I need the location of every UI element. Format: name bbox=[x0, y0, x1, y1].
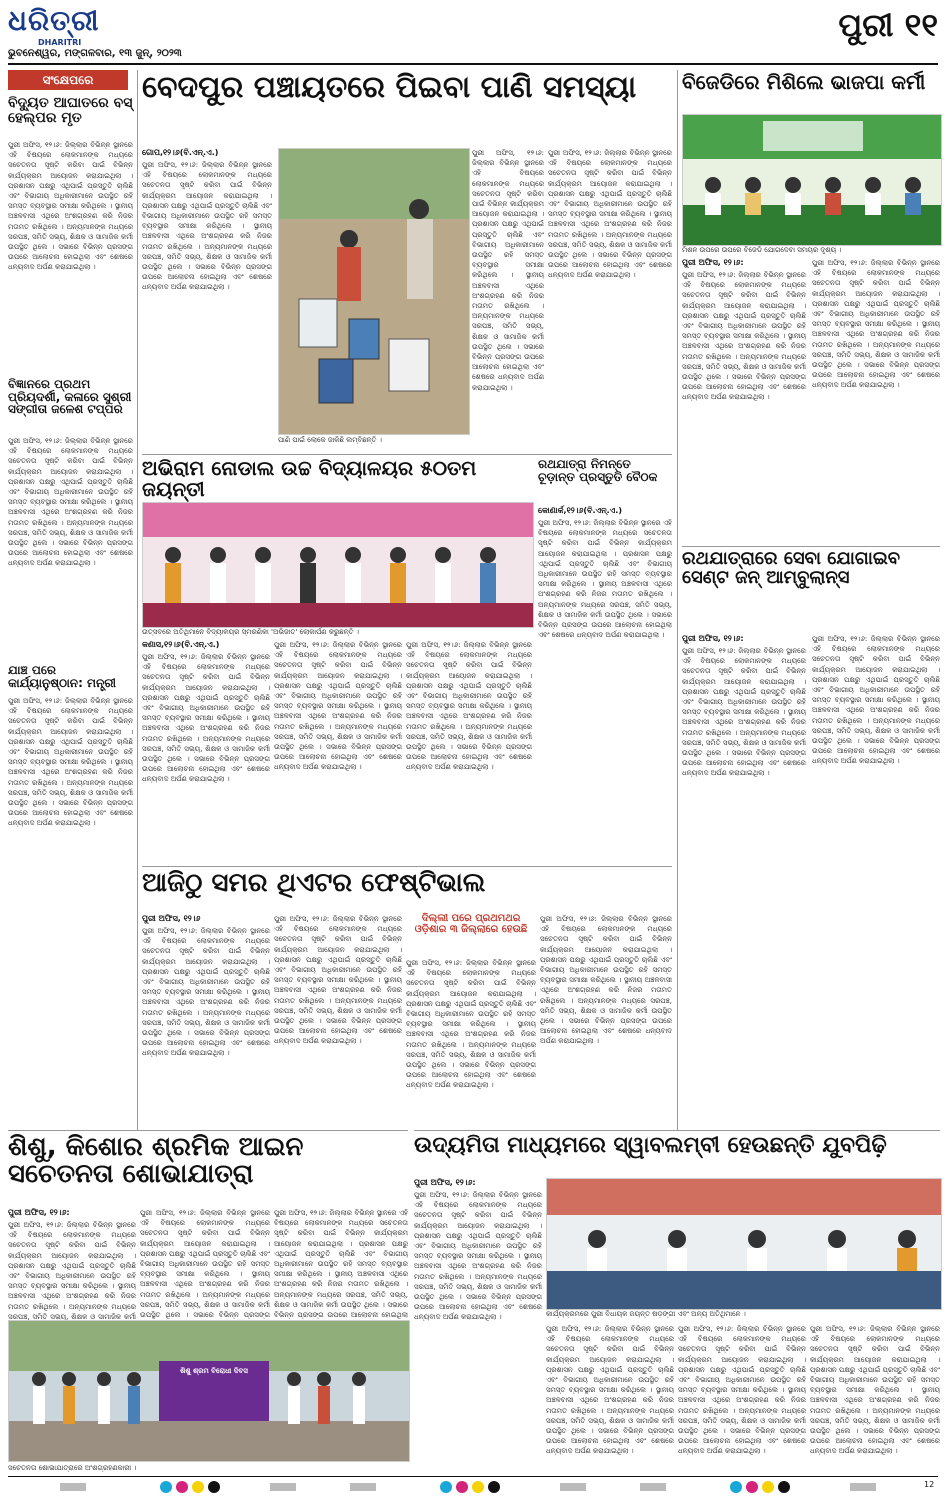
lead-photo-caption: ପାଣି ପାଇଁ ଲୋକେ ଜାକିଛି ଲମ୍ବିଛନ୍ତି । bbox=[278, 436, 382, 444]
child-photo-rally bbox=[8, 1320, 410, 1462]
yellow-dot bbox=[472, 1481, 484, 1493]
page-number: 12 bbox=[924, 1480, 935, 1489]
grey-bar bbox=[640, 1483, 666, 1491]
entre-body-col-1: ପୁରୀ ଅଫିସ, ୧୨।୬: ଜିଲ୍ଲାର ବିଭିନ୍ନ ସ୍ଥାନରେ ଏହି ବିଷୟରେ ଲୋକମାନଙ୍କ ମଧ୍ୟରେ ସଚେତନତା ସୃଷ୍ଟି କରିବା ପାଇଁ ବିଭିନ୍ନ କାର୍ଯ୍ୟକ୍ରମ ଆୟୋଜନ କରାଯାଇଥିଲା । ପ୍ରଶାସନ ପକ୍ଷରୁ ଏଥିପାଇଁ ପ୍ରସ୍ତୁତି ଚାଲିଛି ଏବଂ ବିଭାଗୀୟ ଅଧିକାରୀମାନେ ଉପସ୍ଥିତ ରହି ସମସ୍ତ ବ୍ୟବସ୍ଥାର ସମୀକ୍ଷା କରିଥିଲେ । ସ୍ଥାନୀୟ ଅଞ୍ଚଳବାସୀ ଏଥିରେ ଅଂଶଗ୍ରହଣ କରି ନିଜର ମତାମତ ରଖିଥିଲେ । ଅନ୍ୟମାନଙ୍କ ମଧ୍ୟରେ ସରପଞ୍ଚ, ସମିତି ସଭ୍ୟ, ଶିକ୍ଷକ ଓ ସାମାଜିକ କର୍ମୀ ଉପସ୍ଥିତ ଥିଲେ । ସଭାରେ ବିଭିନ୍ନ ପ୍ରସଙ୍ଗ ଉପରେ ଆଲୋଚନା ହୋଇଥିଲା ଏବଂ ଶେଷରେ ଧନ୍ୟବାଦ ଅର୍ପଣ କରାଯାଇଥିଲା । bbox=[414, 1191, 542, 1322]
lead-body-col-3: ପୁରୀ ଅଫିସ, ୧୨।୬: ଜିଲ୍ଲାର ବିଭିନ୍ନ ସ୍ଥାନରେ ଏହି ବିଷୟରେ ଲୋକମାନଙ୍କ ମଧ୍ୟରେ ସଚେତନତା ସୃଷ୍ଟି କରିବା ପାଇଁ ବିଭିନ୍ନ କାର୍ଯ୍ୟକ୍ରମ ଆୟୋଜନ କରାଯାଇଥିଲା । ପ୍ରଶାସନ ପକ୍ଷରୁ ଏଥିପାଇଁ ପ୍ରସ୍ତୁତି ଚାଲିଛି ଏବଂ ବିଭାଗୀୟ ଅଧିକାରୀମାନେ ଉପସ୍ଥିତ ରହି ସମସ୍ତ ବ୍ୟବସ୍ଥାର ସମୀକ୍ଷା କରିଥିଲେ । ସ୍ଥାନୀୟ ଅଞ୍ଚଳବାସୀ ଏଥିରେ ଅଂଶଗ୍ରହଣ କରି ନିଜର ମତାମତ ରଖିଥିଲେ । ଅନ୍ୟମାନଙ୍କ ମଧ୍ୟରେ ସରପଞ୍ଚ, ସମିତି ସଭ୍ୟ, ଶିକ୍ଷକ ଓ ସାମାଜିକ କର୍ମୀ ଉପସ୍ଥିତ ଥିଲେ । ସଭାରେ ବିଭିନ୍ନ ପ୍ରସଙ୍ଗ ଉପରେ ଆଲୋଚନା ହୋଇଥିଲା ଏବଂ ଶେଷରେ ଧନ୍ୟବାଦ ଅର୍ପଣ କରାଯାଇଥିଲା । bbox=[472, 149, 544, 392]
bjd-headline: ବିଜେଡିରେ ମିଶିଲେ ଭାଜପା କର୍ମୀ bbox=[682, 70, 926, 94]
lead-body-col-4: ପୁରୀ ଅଫିସ, ୧୨।୬: ଜିଲ୍ଲାର ବିଭିନ୍ନ ସ୍ଥାନରେ ଏହି ବିଷୟରେ ଲୋକମାନଙ୍କ ମଧ୍ୟରେ ସଚେତନତା ସୃଷ୍ଟି କରିବା ପାଇଁ ବିଭିନ୍ନ କାର୍ଯ୍ୟକ୍ରମ ଆୟୋଜନ କରାଯାଇଥିଲା । ପ୍ରଶାସନ ପକ୍ଷରୁ ଏଥିପାଇଁ ପ୍ରସ୍ତୁତି ଚାଲିଛି ଏବଂ ବିଭାଗୀୟ ଅଧିକାରୀମାନେ ଉପସ୍ଥିତ ରହି ସମସ୍ତ ବ୍ୟବସ୍ଥାର ସମୀକ୍ଷା କରିଥିଲେ । ସ୍ଥାନୀୟ ଅଞ୍ଚଳବାସୀ ଏଥିରେ ଅଂଶଗ୍ରହଣ କରି ନିଜର ମତାମତ ରଖିଥିଲେ । ଅନ୍ୟମାନଙ୍କ ମଧ୍ୟରେ ସରପଞ୍ଚ, ସମିତି ସଭ୍ୟ, ଶିକ୍ଷକ ଓ ସାମାଜିକ କର୍ମୀ ଉପସ୍ଥିତ ଥିଲେ । ସଭାରେ ବିଭିନ୍ନ ପ୍ରସଙ୍ଗ ଉପରେ ଆଲୋଚନା ହୋଇଥିଲା ଏବଂ ଶେଷରେ ଧନ୍ୟବାଦ ଅର୍ପଣ କରାଯାଇଥିଲା । bbox=[548, 149, 672, 280]
bjd-photo-caption: ମିଶନ ଉପରେ ଉପରେ ବିଜେଡି ଯୋଗଦେବା ସମୟର ଦୃଶ୍ୟ । bbox=[682, 246, 842, 254]
child-body-col-1: ପୁରୀ ଅଫିସ, ୧୨।୬: ଜିଲ୍ଲାର ବିଭିନ୍ନ ସ୍ଥାନରେ ଏହି ବିଷୟରେ ଲୋକମାନଙ୍କ ମଧ୍ୟରେ ସଚେତନତା ସୃଷ୍ଟି କରିବା ପାଇଁ ବିଭିନ୍ନ କାର୍ଯ୍ୟକ୍ରମ ଆୟୋଜନ କରାଯାଇଥିଲା । ପ୍ରଶାସନ ପକ୍ଷରୁ ଏଥିପାଇଁ ପ୍ରସ୍ତୁତି ଚାଲିଛି ଏବଂ ବିଭାଗୀୟ ଅଧିକାରୀମାନେ ଉପସ୍ଥିତ ରହି ସମସ୍ତ ବ୍ୟବସ୍ଥାର ସମୀକ୍ଷା କରିଥିଲେ । ସ୍ଥାନୀୟ ଅଞ୍ଚଳବାସୀ ଏଥିରେ ଅଂଶଗ୍ରହଣ କରି ନିଜର ମତାମତ ରଖିଥିଲେ । ଅନ୍ୟମାନଙ୍କ ମଧ୍ୟରେ ସରପଞ୍ଚ, ସମିତି ସଭ୍ୟ, ଶିକ୍ଷକ ଓ ସାମାଜିକ କର୍ମୀ bbox=[8, 1221, 136, 1321]
masthead-rule bbox=[8, 63, 938, 65]
ambulance-body-col-1: ପୁରୀ ଅଫିସ, ୧୨।୬: ଜିଲ୍ଲାର ବିଭିନ୍ନ ସ୍ଥାନରେ ଏହି ବିଷୟରେ ଲୋକମାନଙ୍କ ମଧ୍ୟରେ ସଚେତନତା ସୃଷ୍ଟି କରିବା ପାଇଁ ବିଭିନ୍ନ କାର୍ଯ୍ୟକ୍ରମ ଆୟୋଜନ କରାଯାଇଥିଲା । ପ୍ରଶାସନ ପକ୍ଷରୁ ଏଥିପାଇଁ ପ୍ରସ୍ତୁତି ଚାଲିଛି ଏବଂ ବିଭାଗୀୟ ଅଧିକାରୀମାନେ ଉପସ୍ଥିତ ରହି ସମସ୍ତ ବ୍ୟବସ୍ଥାର ସମୀକ୍ଷା କରିଥିଲେ । ସ୍ଥାନୀୟ ଅଞ୍ଚଳବାସୀ ଏଥିରେ ଅଂଶଗ୍ରହଣ କରି ନିଜର ମତାମତ ରଖିଥିଲେ । ଅନ୍ୟମାନଙ୍କ ମଧ୍ୟରେ ସରପଞ୍ଚ, ସମିତି ସଭ୍ୟ, ଶିକ୍ଷକ ଓ ସାମାଜିକ କର୍ମୀ ଉପସ୍ଥିତ ଥିଲେ । ସଭାରେ ବିଭିନ୍ନ ପ୍ରସଙ୍ଗ ଉପରେ ଆଲୋଚନା ହୋଇଥିଲା ଏବଂ ଶେଷରେ ଧନ୍ୟବାଦ ଅର୍ପଣ କରାଯାଇଥିଲା । bbox=[682, 647, 806, 778]
brief-body-1: ପୁରୀ ଅଫିସ, ୧୨।୬: ଜିଲ୍ଲାର ବିଭିନ୍ନ ସ୍ଥାନରେ ଏହି ବିଷୟରେ ଲୋକମାନଙ୍କ ମଧ୍ୟରେ ସଚେତନତା ସୃଷ୍ଟି କରିବା ପାଇଁ ବିଭିନ୍ନ କାର୍ଯ୍ୟକ୍ରମ ଆୟୋଜନ କରାଯାଇଥିଲା । ପ୍ରଶାସନ ପକ୍ଷରୁ ଏଥିପାଇଁ ପ୍ରସ୍ତୁତି ଚାଲିଛି ଏବଂ ବିଭାଗୀୟ ଅଧିକାରୀମାନେ ଉପସ୍ଥିତ ରହି ସମସ୍ତ ବ୍ୟବସ୍ଥାର ସମୀକ୍ଷା କରିଥିଲେ । ସ୍ଥାନୀୟ ଅଞ୍ଚଳବାସୀ ଏଥିରେ ଅଂଶଗ୍ରହଣ କରି ନିଜର ମତାମତ ରଖିଥିଲେ । ଅନ୍ୟମାନଙ୍କ ମଧ୍ୟରେ ସରପଞ୍ଚ, ସମିତି ସଭ୍ୟ, ଶିକ୍ଷକ ଓ ସାମାଜିକ କର୍ମୀ ଉପସ୍ଥିତ ଥିଲେ । ସଭାରେ ବିଭିନ୍ନ ପ୍ରସଙ୍ଗ ଉପରେ ଆଲୋଚନା ହୋଇଥିଲା ଏବଂ ଶେଷରେ ଧନ୍ୟବାଦ ଅର୍ପଣ କରାଯାଇଥିଲା । bbox=[8, 141, 133, 272]
entre-body-col-3: ପୁରୀ ଅଫିସ, ୧୨।୬: ଜିଲ୍ଲାର ବିଭିନ୍ନ ସ୍ଥାନରେ ଏହି ବିଷୟରେ ଲୋକମାନଙ୍କ ମଧ୍ୟରେ ସଚେତନତା ସୃଷ୍ଟି କରିବା ପାଇଁ ବିଭିନ୍ନ କାର୍ଯ୍ୟକ୍ରମ ଆୟୋଜନ କରାଯାଇଥିଲା । ପ୍ରଶାସନ ପକ୍ଷରୁ ଏଥିପାଇଁ ପ୍ରସ୍ତୁତି ଚାଲିଛି ଏବଂ ବିଭାଗୀୟ ଅଧିକାରୀମାନେ ଉପସ୍ଥିତ ରହି ସମସ୍ତ ବ୍ୟବସ୍ଥାର ସମୀକ୍ଷା କରିଥିଲେ । ସ୍ଥାନୀୟ ଅଞ୍ଚଳବାସୀ ଏଥିରେ ଅଂଶଗ୍ରହଣ କରି ନିଜର ମତାମତ ରଖିଥିଲେ । ଅନ୍ୟମାନଙ୍କ ମଧ୍ୟରେ ସରପଞ୍ଚ, ସମିତି ସଭ୍ୟ, ଶିକ୍ଷକ ଓ ସାମାଜିକ କର୍ମୀ ଉପସ୍ଥିତ ଥିଲେ । ସଭାରେ ବିଭିନ୍ନ ପ୍ରସଙ୍ଗ ଉପରେ ଆଲୋଚନା ହୋଇଥିଲା ଏବଂ ଶେଷରେ ଧନ୍ୟବାଦ ଅର୍ପଣ କରାଯାଇଥିଲା । bbox=[678, 1325, 806, 1456]
grey-bar bbox=[270, 1483, 296, 1491]
lead-photo-water-queue bbox=[278, 148, 470, 435]
section-rule bbox=[142, 454, 672, 455]
black-dot bbox=[778, 1481, 790, 1493]
school-dateline: କଣାସ,୧୨।୬(ବି.ଏନ୍.ଏ.) bbox=[142, 640, 220, 649]
brief-body-3: ପୁରୀ ଅଫିସ, ୧୨।୬: ଜିଲ୍ଲାର ବିଭିନ୍ନ ସ୍ଥାନରେ ଏହି ବିଷୟରେ ଲୋକମାନଙ୍କ ମଧ୍ୟରେ ସଚେତନତା ସୃଷ୍ଟି କରିବା ପାଇଁ ବିଭିନ୍ନ କାର୍ଯ୍ୟକ୍ରମ ଆୟୋଜନ କରାଯାଇଥିଲା । ପ୍ରଶାସନ ପକ୍ଷରୁ ଏଥିପାଇଁ ପ୍ରସ୍ତୁତି ଚାଲିଛି ଏବଂ ବିଭାଗୀୟ ଅଧିକାରୀମାନେ ଉପସ୍ଥିତ ରହି ସମସ୍ତ ବ୍ୟବସ୍ଥାର ସମୀକ୍ଷା କରିଥିଲେ । ସ୍ଥାନୀୟ ଅଞ୍ଚଳବାସୀ ଏଥିରେ ଅଂଶଗ୍ରହଣ କରି ନିଜର ମତାମତ ରଖିଥିଲେ । ଅନ୍ୟମାନଙ୍କ ମଧ୍ୟରେ ସରପଞ୍ଚ, ସମିତି ସଭ୍ୟ, ଶିକ୍ଷକ ଓ ସାମାଜିକ କର୍ମୀ ଉପସ୍ଥିତ ଥିଲେ । ସଭାରେ ବିଭିନ୍ନ ପ୍ରସଙ୍ଗ ଉପରେ ଆଲୋଚନା ହୋଇଥିଲା ଏବଂ ଶେଷରେ ଧନ୍ୟବାଦ ଅର୍ପଣ କରାଯାଇଥିଲା । bbox=[8, 697, 133, 828]
black-dot bbox=[488, 1481, 500, 1493]
ambulance-headline: ରଥଯାତ୍ରାରେ ସେବା ଯୋଗାଇବ ସେଣ୍ଟ ଜନ୍ ଆମ୍ବୁଲାନ୍ସ bbox=[682, 548, 901, 588]
yellow-dot bbox=[192, 1481, 204, 1493]
black-dot bbox=[208, 1481, 220, 1493]
lead-body-col-1: ପୁରୀ ଅଫିସ, ୧୨।୬: ଜିଲ୍ଲାର ବିଭିନ୍ନ ସ୍ଥାନରେ ଏହି ବିଷୟରେ ଲୋକମାନଙ୍କ ମଧ୍ୟରେ ସଚେତନତା ସୃଷ୍ଟି କରିବା ପାଇଁ ବିଭିନ୍ନ କାର୍ଯ୍ୟକ୍ରମ ଆୟୋଜନ କରାଯାଇଥିଲା । ପ୍ରଶାସନ ପକ୍ଷରୁ ଏଥିପାଇଁ ପ୍ରସ୍ତୁତି ଚାଲିଛି ଏବଂ ବିଭାଗୀୟ ଅଧିକାରୀମାନେ ଉପସ୍ଥିତ ରହି ସମସ୍ତ ବ୍ୟବସ୍ଥାର ସମୀକ୍ଷା କରିଥିଲେ । ସ୍ଥାନୀୟ ଅଞ୍ଚଳବାସୀ ଏଥିରେ ଅଂଶଗ୍ରହଣ କରି ନିଜର ମତାମତ ରଖିଥିଲେ । ଅନ୍ୟମାନଙ୍କ ମଧ୍ୟରେ ସରପଞ୍ଚ, ସମିତି ସଭ୍ୟ, ଶିକ୍ଷକ ଓ ସାମାଜିକ କର୍ମୀ ଉପସ୍ଥିତ ଥିଲେ । ସଭାରେ ବିଭିନ୍ନ ପ୍ରସଙ୍ଗ ଉପରେ ଆଲୋଚନା ହୋଇଥିଲା ଏବଂ ଶେଷରେ ଧନ୍ୟବାଦ ଅର୍ପଣ କରାଯାଇଥିଲା । bbox=[142, 161, 272, 292]
rath-headline: ରଥଯାତ୍ରା ନିମନ୍ତେ ଚୂଡ଼ାନ୍ତ ପ୍ରସ୍ତୁତି ବୈଠକ bbox=[538, 457, 658, 484]
child-body-col-3: ପୁରୀ ଅଫିସ, ୧୨।୬: ଜିଲ୍ଲାର ବିଭିନ୍ନ ସ୍ଥାନରେ ଏହି ବିଷୟରେ ଲୋକମାନଙ୍କ ମଧ୍ୟରେ ସଚେତନତା ସୃଷ୍ଟି କରିବା ପାଇଁ ବିଭିନ୍ନ କାର୍ଯ୍ୟକ୍ରମ ଆୟୋଜନ କରାଯାଇଥିଲା । ପ୍ରଶାସନ ପକ୍ଷରୁ ଏଥିପାଇଁ ପ୍ରସ୍ତୁତି ଚାଲିଛି ଏବଂ ବିଭାଗୀୟ ଅଧିକାରୀମାନେ ଉପସ୍ଥିତ ରହି ସମସ୍ତ ବ୍ୟବସ୍ଥାର ସମୀକ୍ଷା କରିଥିଲେ । ସ୍ଥାନୀୟ ଅଞ୍ଚଳବାସୀ ଏଥିରେ ଅଂଶଗ୍ରହଣ କରି ନିଜର ମତାମତ ରଖିଥିଲେ । ଅନ୍ୟମାନଙ୍କ ମଧ୍ୟରେ ସରପଞ୍ଚ, ସମିତି ସଭ୍ୟ, ଶିକ୍ଷକ ଓ ସାମାଜିକ କର୍ମୀ ଉପସ୍ଥିତ ଥିଲେ । ସଭାରେ ବିଭିନ୍ନ ପ୍ରସଙ୍ଗ ଉପରେ ଆଲୋଚନା ହୋଇଥିଲା bbox=[274, 1209, 408, 1320]
column-divider bbox=[137, 70, 138, 1130]
grey-bar bbox=[350, 1483, 376, 1491]
theatre-body-col-1: ପୁରୀ ଅଫିସ, ୧୨।୬: ଜିଲ୍ଲାର ବିଭିନ୍ନ ସ୍ଥାନରେ ଏହି ବିଷୟରେ ଲୋକମାନଙ୍କ ମଧ୍ୟରେ ସଚେତନତା ସୃଷ୍ଟି କରିବା ପାଇଁ ବିଭିନ୍ନ କାର୍ଯ୍ୟକ୍ରମ ଆୟୋଜନ କରାଯାଇଥିଲା । ପ୍ରଶାସନ ପକ୍ଷରୁ ଏଥିପାଇଁ ପ୍ରସ୍ତୁତି ଚାଲିଛି ଏବଂ ବିଭାଗୀୟ ଅଧିକାରୀମାନେ ଉପସ୍ଥିତ ରହି ସମସ୍ତ ବ୍ୟବସ୍ଥାର ସମୀକ୍ଷା କରିଥିଲେ । ସ୍ଥାନୀୟ ଅଞ୍ଚଳବାସୀ ଏଥିରେ ଅଂଶଗ୍ରହଣ କରି ନିଜର ମତାମତ ରଖିଥିଲେ । ଅନ୍ୟମାନଙ୍କ ମଧ୍ୟରେ ସରପଞ୍ଚ, ସମିତି ସଭ୍ୟ, ଶିକ୍ଷକ ଓ ସାମାଜିକ କର୍ମୀ ଉପସ୍ଥିତ ଥିଲେ । ସଭାରେ ବିଭିନ୍ନ ପ୍ରସଙ୍ଗ ଉପରେ ଆଲୋଚନା ହୋଇଥିଲା ଏବଂ ଶେଷରେ ଧନ୍ୟବାଦ ଅର୍ପଣ କରାଯାଇଥିଲା । bbox=[142, 927, 270, 1058]
bjd-body-col-2: ପୁରୀ ଅଫିସ, ୧୨।୬: ଜିଲ୍ଲାର ବିଭିନ୍ନ ସ୍ଥାନରେ ଏହି ବିଷୟରେ ଲୋକମାନଙ୍କ ମଧ୍ୟରେ ସଚେତନତା ସୃଷ୍ଟି କରିବା ପାଇଁ ବିଭିନ୍ନ କାର୍ଯ୍ୟକ୍ରମ ଆୟୋଜନ କରାଯାଇଥିଲା । ପ୍ରଶାସନ ପକ୍ଷରୁ ଏଥିପାଇଁ ପ୍ରସ୍ତୁତି ଚାଲିଛି ଏବଂ ବିଭାଗୀୟ ଅଧିକାରୀମାନେ ଉପସ୍ଥିତ ରହି ସମସ୍ତ ବ୍ୟବସ୍ଥାର ସମୀକ୍ଷା କରିଥିଲେ । ସ୍ଥାନୀୟ ଅଞ୍ଚଳବାସୀ ଏଥିରେ ଅଂଶଗ୍ରହଣ କରି ନିଜର ମତାମତ ରଖିଥିଲେ । ଅନ୍ୟମାନଙ୍କ ମଧ୍ୟରେ ସରପଞ୍ଚ, ସମିତି ସଭ୍ୟ, ଶିକ୍ଷକ ଓ ସାମାଜିକ କର୍ମୀ ଉପସ୍ଥିତ ଥିଲେ । ସଭାରେ ବିଭିନ୍ନ ପ୍ରସଙ୍ଗ ଉପରେ ଆଲୋଚନା ହୋଇଥିଲା ଏବଂ ଶେଷରେ ଧନ୍ୟବାଦ ଅର୍ପଣ କରାଯାଇଥିଲା । bbox=[812, 259, 940, 390]
grey-bar bbox=[560, 1483, 586, 1491]
column-divider bbox=[677, 70, 678, 1130]
magenta-dot bbox=[456, 1481, 468, 1493]
child-photo-caption: ସଚେତନତା ଶୋଭାଯାତ୍ରାରେ ଅଂଶଗ୍ରହଣକାରୀ । bbox=[8, 1464, 137, 1472]
entre-body-col-2: ପୁରୀ ଅଫିସ, ୧୨।୬: ଜିଲ୍ଲାର ବିଭିନ୍ନ ସ୍ଥାନରେ ଏହି ବିଷୟରେ ଲୋକମାନଙ୍କ ମଧ୍ୟରେ ସଚେତନତା ସୃଷ୍ଟି କରିବା ପାଇଁ ବିଭିନ୍ନ କାର୍ଯ୍ୟକ୍ରମ ଆୟୋଜନ କରାଯାଇଥିଲା । ପ୍ରଶାସନ ପକ୍ଷରୁ ଏଥିପାଇଁ ପ୍ରସ୍ତୁତି ଚାଲିଛି ଏବଂ ବିଭାଗୀୟ ଅଧିକାରୀମାନେ ଉପସ୍ଥିତ ରହି ସମସ୍ତ ବ୍ୟବସ୍ଥାର ସମୀକ୍ଷା କରିଥିଲେ । ସ୍ଥାନୀୟ ଅଞ୍ଚଳବାସୀ ଏଥିରେ ଅଂଶଗ୍ରହଣ କରି ନିଜର ମତାମତ ରଖିଥିଲେ । ଅନ୍ୟମାନଙ୍କ ମଧ୍ୟରେ ସରପଞ୍ଚ, ସମିତି ସଭ୍ୟ, ଶିକ୍ଷକ ଓ ସାମାଜିକ କର୍ମୀ ଉପସ୍ଥିତ ଥିଲେ । ସଭାରେ ବିଭିନ୍ନ ପ୍ରସଙ୍ଗ ଉପରେ ଆଲୋଚନା ହୋଇଥିଲା ଏବଂ ଶେଷରେ ଧନ୍ୟବାଦ ଅର୍ପଣ କରାଯାଇଥିଲା । bbox=[546, 1325, 674, 1456]
entre-headline: ଉଦ୍ୟମିତା ମାଧ୍ୟମରେ ସ୍ୱାବଲମ୍ବୀ ହେଉଛନ୍ତି ଯୁବପିଢ଼ି bbox=[414, 1133, 887, 1158]
newspaper-logo bbox=[8, 4, 128, 48]
section-rule bbox=[142, 866, 672, 867]
child-headline: ଶିଶୁ, କିଶୋର ଶ୍ରମିକ ଆଇନ ସଚେତନତା ଶୋଭାଯାତ୍ରା bbox=[8, 1132, 304, 1190]
theatre-subhead: ଦିଲ୍ଲୀ ପରେ ପ୍ରଥମଥର ଓଡ଼ିଶାର ୩ ଜିଲ୍ଲାରେ ହେଉଛି bbox=[414, 913, 528, 935]
grey-bar bbox=[850, 1483, 876, 1491]
theatre-body-col-3: ପୁରୀ ଅଫିସ, ୧୨।୬: ଜିଲ୍ଲାର ବିଭିନ୍ନ ସ୍ଥାନରେ ଏହି ବିଷୟରେ ଲୋକମାନଙ୍କ ମଧ୍ୟରେ ସଚେତନତା ସୃଷ୍ଟି କରିବା ପାଇଁ ବିଭିନ୍ନ କାର୍ଯ୍ୟକ୍ରମ ଆୟୋଜନ କରାଯାଇଥିଲା । ପ୍ରଶାସନ ପକ୍ଷରୁ ଏଥିପାଇଁ ପ୍ରସ୍ତୁତି ଚାଲିଛି ଏବଂ ବିଭାଗୀୟ ଅଧିକାରୀମାନେ ଉପସ୍ଥିତ ରହି ସମସ୍ତ ବ୍ୟବସ୍ଥାର ସମୀକ୍ଷା କରିଥିଲେ । ସ୍ଥାନୀୟ ଅଞ୍ଚଳବାସୀ ଏଥିରେ ଅଂଶଗ୍ରହଣ କରି ନିଜର ମତାମତ ରଖିଥିଲେ । ଅନ୍ୟମାନଙ୍କ ମଧ୍ୟରେ ସରପଞ୍ଚ, ସମିତି ସଭ୍ୟ, ଶିକ୍ଷକ ଓ ସାମାଜିକ କର୍ମୀ ଉପସ୍ଥିତ ଥିଲେ । ସଭାରେ ବିଭିନ୍ନ ପ୍ରସଙ୍ଗ ଉପରେ ଆଲୋଚନା ହୋଇଥିଲା ଏବଂ ଶେଷରେ ଧନ୍ୟବାଦ ଅର୍ପଣ କରାଯାଇଥିଲା । bbox=[406, 959, 536, 1090]
cyan-dot bbox=[160, 1481, 172, 1493]
bjd-dateline: ପୁରୀ ଅଫିସ, ୧୨।୬: bbox=[682, 258, 744, 267]
brief-headline-1: ବିଦ୍ୟୁତ ଆଘାତରେ ବସ୍ ହେଲ୍ପର ମୃତ bbox=[8, 95, 133, 126]
school-body-col-1: ପୁରୀ ଅଫିସ, ୧୨।୬: ଜିଲ୍ଲାର ବିଭିନ୍ନ ସ୍ଥାନରେ ଏହି ବିଷୟରେ ଲୋକମାନଙ୍କ ମଧ୍ୟରେ ସଚେତନତା ସୃଷ୍ଟି କରିବା ପାଇଁ ବିଭିନ୍ନ କାର୍ଯ୍ୟକ୍ରମ ଆୟୋଜନ କରାଯାଇଥିଲା । ପ୍ରଶାସନ ପକ୍ଷରୁ ଏଥିପାଇଁ ପ୍ରସ୍ତୁତି ଚାଲିଛି ଏବଂ ବିଭାଗୀୟ ଅଧିକାରୀମାନେ ଉପସ୍ଥିତ ରହି ସମସ୍ତ ବ୍ୟବସ୍ଥାର ସମୀକ୍ଷା କରିଥିଲେ । ସ୍ଥାନୀୟ ଅଞ୍ଚଳବାସୀ ଏଥିରେ ଅଂଶଗ୍ରହଣ କରି ନିଜର ମତାମତ ରଖିଥିଲେ । ଅନ୍ୟମାନଙ୍କ ମଧ୍ୟରେ ସରପଞ୍ଚ, ସମିତି ସଭ୍ୟ, ଶିକ୍ଷକ ଓ ସାମାଜିକ କର୍ମୀ ଉପସ୍ଥିତ ଥିଲେ । ସଭାରେ ବିଭିନ୍ନ ପ୍ରସଙ୍ଗ ଉପରେ ଆଲୋଚନା ହୋଇଥିଲା ଏବଂ ଶେଷରେ ଧନ୍ୟବାଦ ଅର୍ପଣ କରାଯାଇଥିଲା । bbox=[142, 653, 270, 784]
section-rule bbox=[8, 1130, 408, 1131]
cyan-dot bbox=[730, 1481, 742, 1493]
magenta-dot bbox=[176, 1481, 188, 1493]
footer-rule bbox=[8, 1476, 938, 1477]
ambulance-body-col-2: ପୁରୀ ଅଫିସ, ୧୨।୬: ଜିଲ୍ଲାର ବିଭିନ୍ନ ସ୍ଥାନରେ ଏହି ବିଷୟରେ ଲୋକମାନଙ୍କ ମଧ୍ୟରେ ସଚେତନତା ସୃଷ୍ଟି କରିବା ପାଇଁ ବିଭିନ୍ନ କାର୍ଯ୍ୟକ୍ରମ ଆୟୋଜନ କରାଯାଇଥିଲା । ପ୍ରଶାସନ ପକ୍ଷରୁ ଏଥିପାଇଁ ପ୍ରସ୍ତୁତି ଚାଲିଛି ଏବଂ ବିଭାଗୀୟ ଅଧିକାରୀମାନେ ଉପସ୍ଥିତ ରହି ସମସ୍ତ ବ୍ୟବସ୍ଥାର ସମୀକ୍ଷା କରିଥିଲେ । ସ୍ଥାନୀୟ ଅଞ୍ଚଳବାସୀ ଏଥିରେ ଅଂଶଗ୍ରହଣ କରି ନିଜର ମତାମତ ରଖିଥିଲେ । ଅନ୍ୟମାନଙ୍କ ମଧ୍ୟରେ ସରପଞ୍ଚ, ସମିତି ସଭ୍ୟ, ଶିକ୍ଷକ ଓ ସାମାଜିକ କର୍ମୀ ଉପସ୍ଥିତ ଥିଲେ । ସଭାରେ ବିଭିନ୍ନ ପ୍ରସଙ୍ଗ ଉପରେ ଆଲୋଚନା ହୋଇଥିଲା ଏବଂ ଶେଷରେ ଧନ୍ୟବାଦ ଅର୍ପଣ କରାଯାଇଥିଲା । bbox=[812, 635, 940, 766]
grey-bar bbox=[60, 1483, 86, 1491]
section-rule bbox=[682, 546, 940, 547]
yellow-dot bbox=[762, 1481, 774, 1493]
dateline: ଭୁବନେଶ୍ୱର, ମଙ୍ଗଳବାର, ୧୩ ଜୁନ୍, ୨୦୨୩ bbox=[8, 48, 182, 59]
child-body-col-2: ପୁରୀ ଅଫିସ, ୧୨।୬: ଜିଲ୍ଲାର ବିଭିନ୍ନ ସ୍ଥାନରେ ଏହି ବିଷୟରେ ଲୋକମାନଙ୍କ ମଧ୍ୟରେ ସଚେତନତା ସୃଷ୍ଟି କରିବା ପାଇଁ ବିଭିନ୍ନ କାର୍ଯ୍ୟକ୍ରମ ଆୟୋଜନ କରାଯାଇଥିଲା । ପ୍ରଶାସନ ପକ୍ଷରୁ ଏଥିପାଇଁ ପ୍ରସ୍ତୁତି ଚାଲିଛି ଏବଂ ବିଭାଗୀୟ ଅଧିକାରୀମାନେ ଉପସ୍ଥିତ ରହି ସମସ୍ତ ବ୍ୟବସ୍ଥାର ସମୀକ୍ଷା କରିଥିଲେ । ସ୍ଥାନୀୟ ଅଞ୍ଚଳବାସୀ ଏଥିରେ ଅଂଶଗ୍ରହଣ କରି ନିଜର ମତାମତ ରଖିଥିଲେ । ଅନ୍ୟମାନଙ୍କ ମଧ୍ୟରେ ସରପଞ୍ଚ, ସମିତି ସଭ୍ୟ, ଶିକ୍ଷକ ଓ ସାମାଜିକ କର୍ମୀ ଉପସ୍ଥିତ ଥିଲେ । ସଭାରେ ବିଭିନ୍ନ ପ୍ରସଙ୍ଗ bbox=[140, 1209, 270, 1320]
rath-body: ପୁରୀ ଅଫିସ, ୧୨।୬: ଜିଲ୍ଲାର ବିଭିନ୍ନ ସ୍ଥାନରେ ଏହି ବିଷୟରେ ଲୋକମାନଙ୍କ ମଧ୍ୟରେ ସଚେତନତା ସୃଷ୍ଟି କରିବା ପାଇଁ ବିଭିନ୍ନ କାର୍ଯ୍ୟକ୍ରମ ଆୟୋଜନ କରାଯାଇଥିଲା । ପ୍ରଶାସନ ପକ୍ଷରୁ ଏଥିପାଇଁ ପ୍ରସ୍ତୁତି ଚାଲିଛି ଏବଂ ବିଭାଗୀୟ ଅଧିକାରୀମାନେ ଉପସ୍ଥିତ ରହି ସମସ୍ତ ବ୍ୟବସ୍ଥାର ସମୀକ୍ଷା କରିଥିଲେ । ସ୍ଥାନୀୟ ଅଞ୍ଚଳବାସୀ ଏଥିରେ ଅଂଶଗ୍ରହଣ କରି ନିଜର ମତାମତ ରଖିଥିଲେ । ଅନ୍ୟମାନଙ୍କ ମଧ୍ୟରେ ସରପଞ୍ଚ, ସମିତି ସଭ୍ୟ, ଶିକ୍ଷକ ଓ ସାମାଜିକ କର୍ମୀ ଉପସ୍ଥିତ ଥିଲେ । ସଭାରେ ବିଭିନ୍ନ ପ୍ରସଙ୍ଗ ଉପରେ ଆଲୋଚନା ହୋଇଥିଲା ଏବଂ ଶେଷରେ ଧନ୍ୟବାଦ ଅର୍ପଣ କରାଯାଇଥିଲା । bbox=[538, 519, 672, 640]
school-headline: ଅଭିରାମ ନୋଡାଲ ଉଚ୍ଚ ବିଦ୍ୟାଳୟର ୫୦ତମ ଜୟନ୍ତୀ bbox=[142, 456, 477, 501]
entre-photo-dais bbox=[546, 1178, 942, 1310]
child-dateline: ପୁରୀ ଅଫିସ, ୧୨।୬: bbox=[8, 1208, 70, 1217]
magenta-dot bbox=[746, 1481, 758, 1493]
brief-headline-3: ଯାଞ୍ଚ ପରେ କାର୍ଯ୍ୟାନୁଷ୍ଠାନ: ମନ୍ତ୍ରୀ bbox=[8, 663, 117, 690]
rath-dateline: କୋଣାର୍କ,୧୨।୬(ବି.ଏନ୍.ଏ.) bbox=[538, 506, 622, 515]
logo-subtext: DHARITRI bbox=[38, 38, 82, 47]
logo-text: ଧରିତ୍ରୀ bbox=[8, 4, 100, 37]
school-body-col-2: ପୁରୀ ଅଫିସ, ୧୨।୬: ଜିଲ୍ଲାର ବିଭିନ୍ନ ସ୍ଥାନରେ ଏହି ବିଷୟରେ ଲୋକମାନଙ୍କ ମଧ୍ୟରେ ସଚେତନତା ସୃଷ୍ଟି କରିବା ପାଇଁ ବିଭିନ୍ନ କାର୍ଯ୍ୟକ୍ରମ ଆୟୋଜନ କରାଯାଇଥିଲା । ପ୍ରଶାସନ ପକ୍ଷରୁ ଏଥିପାଇଁ ପ୍ରସ୍ତୁତି ଚାଲିଛି ଏବଂ ବିଭାଗୀୟ ଅଧିକାରୀମାନେ ଉପସ୍ଥିତ ରହି ସମସ୍ତ ବ୍ୟବସ୍ଥାର ସମୀକ୍ଷା କରିଥିଲେ । ସ୍ଥାନୀୟ ଅଞ୍ଚଳବାସୀ ଏଥିରେ ଅଂଶଗ୍ରହଣ କରି ନିଜର ମତାମତ ରଖିଥିଲେ । ଅନ୍ୟମାନଙ୍କ ମଧ୍ୟରେ ସରପଞ୍ଚ, ସମିତି ସଭ୍ୟ, ଶିକ୍ଷକ ଓ ସାମାଜିକ କର୍ମୀ ଉପସ୍ଥିତ ଥିଲେ । ସଭାରେ ବିଭିନ୍ନ ପ୍ରସଙ୍ଗ ଉପରେ ଆଲୋଚନା ହୋଇଥିଲା ଏବଂ ଶେଷରେ ଧନ୍ୟବାଦ ଅର୍ପଣ କରାଯାଇଥିଲା । bbox=[274, 641, 402, 772]
theatre-body-col-2: ପୁରୀ ଅଫିସ, ୧୨।୬: ଜିଲ୍ଲାର ବିଭିନ୍ନ ସ୍ଥାନରେ ଏହି ବିଷୟରେ ଲୋକମାନଙ୍କ ମଧ୍ୟରେ ସଚେତନତା ସୃଷ୍ଟି କରିବା ପାଇଁ ବିଭିନ୍ନ କାର୍ଯ୍ୟକ୍ରମ ଆୟୋଜନ କରାଯାଇଥିଲା । ପ୍ରଶାସନ ପକ୍ଷରୁ ଏଥିପାଇଁ ପ୍ରସ୍ତୁତି ଚାଲିଛି ଏବଂ ବିଭାଗୀୟ ଅଧିକାରୀମାନେ ଉପସ୍ଥିତ ରହି ସମସ୍ତ ବ୍ୟବସ୍ଥାର ସମୀକ୍ଷା କରିଥିଲେ । ସ୍ଥାନୀୟ ଅଞ୍ଚଳବାସୀ ଏଥିରେ ଅଂଶଗ୍ରହଣ କରି ନିଜର ମତାମତ ରଖିଥିଲେ । ଅନ୍ୟମାନଙ୍କ ମଧ୍ୟରେ ସରପଞ୍ଚ, ସମିତି ସଭ୍ୟ, ଶିକ୍ଷକ ଓ ସାମାଜିକ କର୍ମୀ ଉପସ୍ଥିତ ଥିଲେ । ସଭାରେ ବିଭିନ୍ନ ପ୍ରସଙ୍ଗ ଉପରେ ଆଲୋଚନା ହୋଇଥିଲା ଏବଂ ଶେଷରେ ଧନ୍ୟବାଦ ଅର୍ପଣ କରାଯାଇଥିଲା । bbox=[274, 915, 402, 1046]
school-photo-caption: ଉତ୍ସବରେ ଅତିଥିମାନେ ବିଦ୍ୟାଳୟର ସ୍ମରଣିକା 'ଅଭିଜାତ' ଲୋକାର୍ପଣ କରୁଛନ୍ତି । bbox=[142, 628, 359, 636]
bjd-body-col-1: ପୁରୀ ଅଫିସ, ୧୨।୬: ଜିଲ୍ଲାର ବିଭିନ୍ନ ସ୍ଥାନରେ ଏହି ବିଷୟରେ ଲୋକମାନଙ୍କ ମଧ୍ୟରେ ସଚେତନତା ସୃଷ୍ଟି କରିବା ପାଇଁ ବିଭିନ୍ନ କାର୍ଯ୍ୟକ୍ରମ ଆୟୋଜନ କରାଯାଇଥିଲା । ପ୍ରଶାସନ ପକ୍ଷରୁ ଏଥିପାଇଁ ପ୍ରସ୍ତୁତି ଚାଲିଛି ଏବଂ ବିଭାଗୀୟ ଅଧିକାରୀମାନେ ଉପସ୍ଥିତ ରହି ସମସ୍ତ ବ୍ୟବସ୍ଥାର ସମୀକ୍ଷା କରିଥିଲେ । ସ୍ଥାନୀୟ ଅଞ୍ଚଳବାସୀ ଏଥିରେ ଅଂଶଗ୍ରହଣ କରି ନିଜର ମତାମତ ରଖିଥିଲେ । ଅନ୍ୟମାନଙ୍କ ମଧ୍ୟରେ ସରପଞ୍ଚ, ସମିତି ସଭ୍ୟ, ଶିକ୍ଷକ ଓ ସାମାଜିକ କର୍ମୀ ଉପସ୍ଥିତ ଥିଲେ । ସଭାରେ ବିଭିନ୍ନ ପ୍ରସଙ୍ଗ ଉପରେ ଆଲୋଚନା ହୋଇଥିଲା ଏବଂ ଶେଷରେ ଧନ୍ୟବାଦ ଅର୍ପଣ କରାଯାଇଥିଲା । bbox=[682, 271, 806, 402]
brief-body-2: ପୁରୀ ଅଫିସ, ୧୨।୬: ଜିଲ୍ଲାର ବିଭିନ୍ନ ସ୍ଥାନରେ ଏହି ବିଷୟରେ ଲୋକମାନଙ୍କ ମଧ୍ୟରେ ସଚେତନତା ସୃଷ୍ଟି କରିବା ପାଇଁ ବିଭିନ୍ନ କାର୍ଯ୍ୟକ୍ରମ ଆୟୋଜନ କରାଯାଇଥିଲା । ପ୍ରଶାସନ ପକ୍ଷରୁ ଏଥିପାଇଁ ପ୍ରସ୍ତୁତି ଚାଲିଛି ଏବଂ ବିଭାଗୀୟ ଅଧିକାରୀମାନେ ଉପସ୍ଥିତ ରହି ସମସ୍ତ ବ୍ୟବସ୍ଥାର ସମୀକ୍ଷା କରିଥିଲେ । ସ୍ଥାନୀୟ ଅଞ୍ଚଳବାସୀ ଏଥିରେ ଅଂଶଗ୍ରହଣ କରି ନିଜର ମତାମତ ରଖିଥିଲେ । ଅନ୍ୟମାନଙ୍କ ମଧ୍ୟରେ ସରପଞ୍ଚ, ସମିତି ସଭ୍ୟ, ଶିକ୍ଷକ ଓ ସାମାଜିକ କର୍ମୀ ଉପସ୍ଥିତ ଥିଲେ । ସଭାରେ ବିଭିନ୍ନ ପ୍ରସଙ୍ଗ ଉପରେ ଆଲୋଚନା ହୋଇଥିଲା ଏବଂ ଶେଷରେ ଧନ୍ୟବାଦ ଅର୍ପଣ କରାଯାଇଥିଲା । bbox=[8, 437, 133, 568]
ambulance-dateline: ପୁରୀ ଅଫିସ, ୧୨।୬: bbox=[682, 634, 744, 643]
print-registration-strip bbox=[0, 1480, 945, 1494]
lead-dateline: ଗୋପ,୧୨।୬(ବି.ଏନ୍.ଏ.) bbox=[142, 148, 219, 157]
school-body-col-3: ପୁରୀ ଅଫିସ, ୧୨।୬: ଜିଲ୍ଲାର ବିଭିନ୍ନ ସ୍ଥାନରେ ଏହି ବିଷୟରେ ଲୋକମାନଙ୍କ ମଧ୍ୟରେ ସଚେତନତା ସୃଷ୍ଟି କରିବା ପାଇଁ ବିଭିନ୍ନ କାର୍ଯ୍ୟକ୍ରମ ଆୟୋଜନ କରାଯାଇଥିଲା । ପ୍ରଶାସନ ପକ୍ଷରୁ ଏଥିପାଇଁ ପ୍ରସ୍ତୁତି ଚାଲିଛି ଏବଂ ବିଭାଗୀୟ ଅଧିକାରୀମାନେ ଉପସ୍ଥିତ ରହି ସମସ୍ତ ବ୍ୟବସ୍ଥାର ସମୀକ୍ଷା କରିଥିଲେ । ସ୍ଥାନୀୟ ଅଞ୍ଚଳବାସୀ ଏଥିରେ ଅଂଶଗ୍ରହଣ କରି ନିଜର ମତାମତ ରଖିଥିଲେ । ଅନ୍ୟମାନଙ୍କ ମଧ୍ୟରେ ସରପଞ୍ଚ, ସମିତି ସଭ୍ୟ, ଶିକ୍ଷକ ଓ ସାମାଜିକ କର୍ମୀ ଉପସ୍ଥିତ ଥିଲେ । ସଭାରେ ବିଭିନ୍ନ ପ୍ରସଙ୍ଗ ଉପରେ ଆଲୋଚନା ହୋଇଥିଲା ଏବଂ ଶେଷରେ ଧନ୍ୟବାଦ ଅର୍ପଣ କରାଯାଇଥିଲା । bbox=[406, 641, 532, 772]
theatre-headline: ଆଜିଠୁ ସମର ଥିଏଟର ଫେଷ୍ଟିଭାଲ bbox=[142, 868, 486, 898]
page-tag: ପୁରୀ ୧୧ bbox=[838, 6, 938, 44]
brief-label: ସଂକ୍ଷେପରେ bbox=[8, 70, 128, 90]
school-photo-release bbox=[142, 502, 534, 628]
rally-banner-text: ଶିଶୁ ଶ୍ରମ ବିରୋଧୀ ଦିବସ bbox=[180, 1367, 248, 1375]
brief-headline-2: ବିଜ୍ଞାନରେ ପ୍ରଥମ ପ୍ରିୟଦର୍ଶୀ, କଳାରେ ସୁଶ୍ରୀ ସଙ୍ଗୀତା ଜଳେଶ ଟପ୍ପର bbox=[8, 377, 132, 417]
theatre-dateline: ପୁରୀ ଅଫିସ, ୧୨।୬ bbox=[142, 914, 201, 923]
entre-body-col-4: ପୁରୀ ଅଫିସ, ୧୨।୬: ଜିଲ୍ଲାର ବିଭିନ୍ନ ସ୍ଥାନରେ ଏହି ବିଷୟରେ ଲୋକମାନଙ୍କ ମଧ୍ୟରେ ସଚେତନତା ସୃଷ୍ଟି କରିବା ପାଇଁ ବିଭିନ୍ନ କାର୍ଯ୍ୟକ୍ରମ ଆୟୋଜନ କରାଯାଇଥିଲା । ପ୍ରଶାସନ ପକ୍ଷରୁ ଏଥିପାଇଁ ପ୍ରସ୍ତୁତି ଚାଲିଛି ଏବଂ ବିଭାଗୀୟ ଅଧିକାରୀମାନେ ଉପସ୍ଥିତ ରହି ସମସ୍ତ ବ୍ୟବସ୍ଥାର ସମୀକ୍ଷା କରିଥିଲେ । ସ୍ଥାନୀୟ ଅଞ୍ଚଳବାସୀ ଏଥିରେ ଅଂଶଗ୍ରହଣ କରି ନିଜର ମତାମତ ରଖିଥିଲେ । ଅନ୍ୟମାନଙ୍କ ମଧ୍ୟରେ ସରପଞ୍ଚ, ସମିତି ସଭ୍ୟ, ଶିକ୍ଷକ ଓ ସାମାଜିକ କର୍ମୀ ଉପସ୍ଥିତ ଥିଲେ । ସଭାରେ ବିଭିନ୍ନ ପ୍ରସଙ୍ଗ ଉପରେ ଆଲୋଚନା ହୋଇଥିଲା ଏବଂ ଶେଷରେ ଧନ୍ୟବାଦ ଅର୍ପଣ କରାଯାଇଥିଲା । bbox=[810, 1325, 940, 1456]
section-rule bbox=[414, 1130, 940, 1131]
cyan-dot bbox=[440, 1481, 452, 1493]
entre-photo-caption: କାର୍ଯ୍ୟକ୍ରମରେ ପୁରୀ ବିଧାୟକ ଜୟନ୍ତ ଷଡ଼ଙ୍ଗୀ ଏବଂ ଅନ୍ୟ ଅତିଥିମାନେ । bbox=[546, 1310, 746, 1318]
entre-dateline: ପୁରୀ ଅଫିସ, ୧୨।୬: bbox=[414, 1178, 476, 1187]
theatre-body-col-4: ପୁରୀ ଅଫିସ, ୧୨।୬: ଜିଲ୍ଲାର ବିଭିନ୍ନ ସ୍ଥାନରେ ଏହି ବିଷୟରେ ଲୋକମାନଙ୍କ ମଧ୍ୟରେ ସଚେତନତା ସୃଷ୍ଟି କରିବା ପାଇଁ ବିଭିନ୍ନ କାର୍ଯ୍ୟକ୍ରମ ଆୟୋଜନ କରାଯାଇଥିଲା । ପ୍ରଶାସନ ପକ୍ଷରୁ ଏଥିପାଇଁ ପ୍ରସ୍ତୁତି ଚାଲିଛି ଏବଂ ବିଭାଗୀୟ ଅଧିକାରୀମାନେ ଉପସ୍ଥିତ ରହି ସମସ୍ତ ବ୍ୟବସ୍ଥାର ସମୀକ୍ଷା କରିଥିଲେ । ସ୍ଥାନୀୟ ଅଞ୍ଚଳବାସୀ ଏଥିରେ ଅଂଶଗ୍ରହଣ କରି ନିଜର ମତାମତ ରଖିଥିଲେ । ଅନ୍ୟମାନଙ୍କ ମଧ୍ୟରେ ସରପଞ୍ଚ, ସମିତି ସଭ୍ୟ, ଶିକ୍ଷକ ଓ ସାମାଜିକ କର୍ମୀ ଉପସ୍ଥିତ ଥିଲେ । ସଭାରେ ବିଭିନ୍ନ ପ୍ରସଙ୍ଗ ଉପରେ ଆଲୋଚନା ହୋଇଥିଲା ଏବଂ ଶେଷରେ ଧନ୍ୟବାଦ ଅର୍ପଣ କରାଯାଇଥିଲା । bbox=[540, 915, 672, 1046]
lead-headline: ବେଦପୁର ପଞ୍ଚାୟତରେ ପିଇବା ପାଣି ସମସ୍ୟା bbox=[142, 70, 637, 105]
bjd-photo-meeting bbox=[682, 114, 942, 246]
